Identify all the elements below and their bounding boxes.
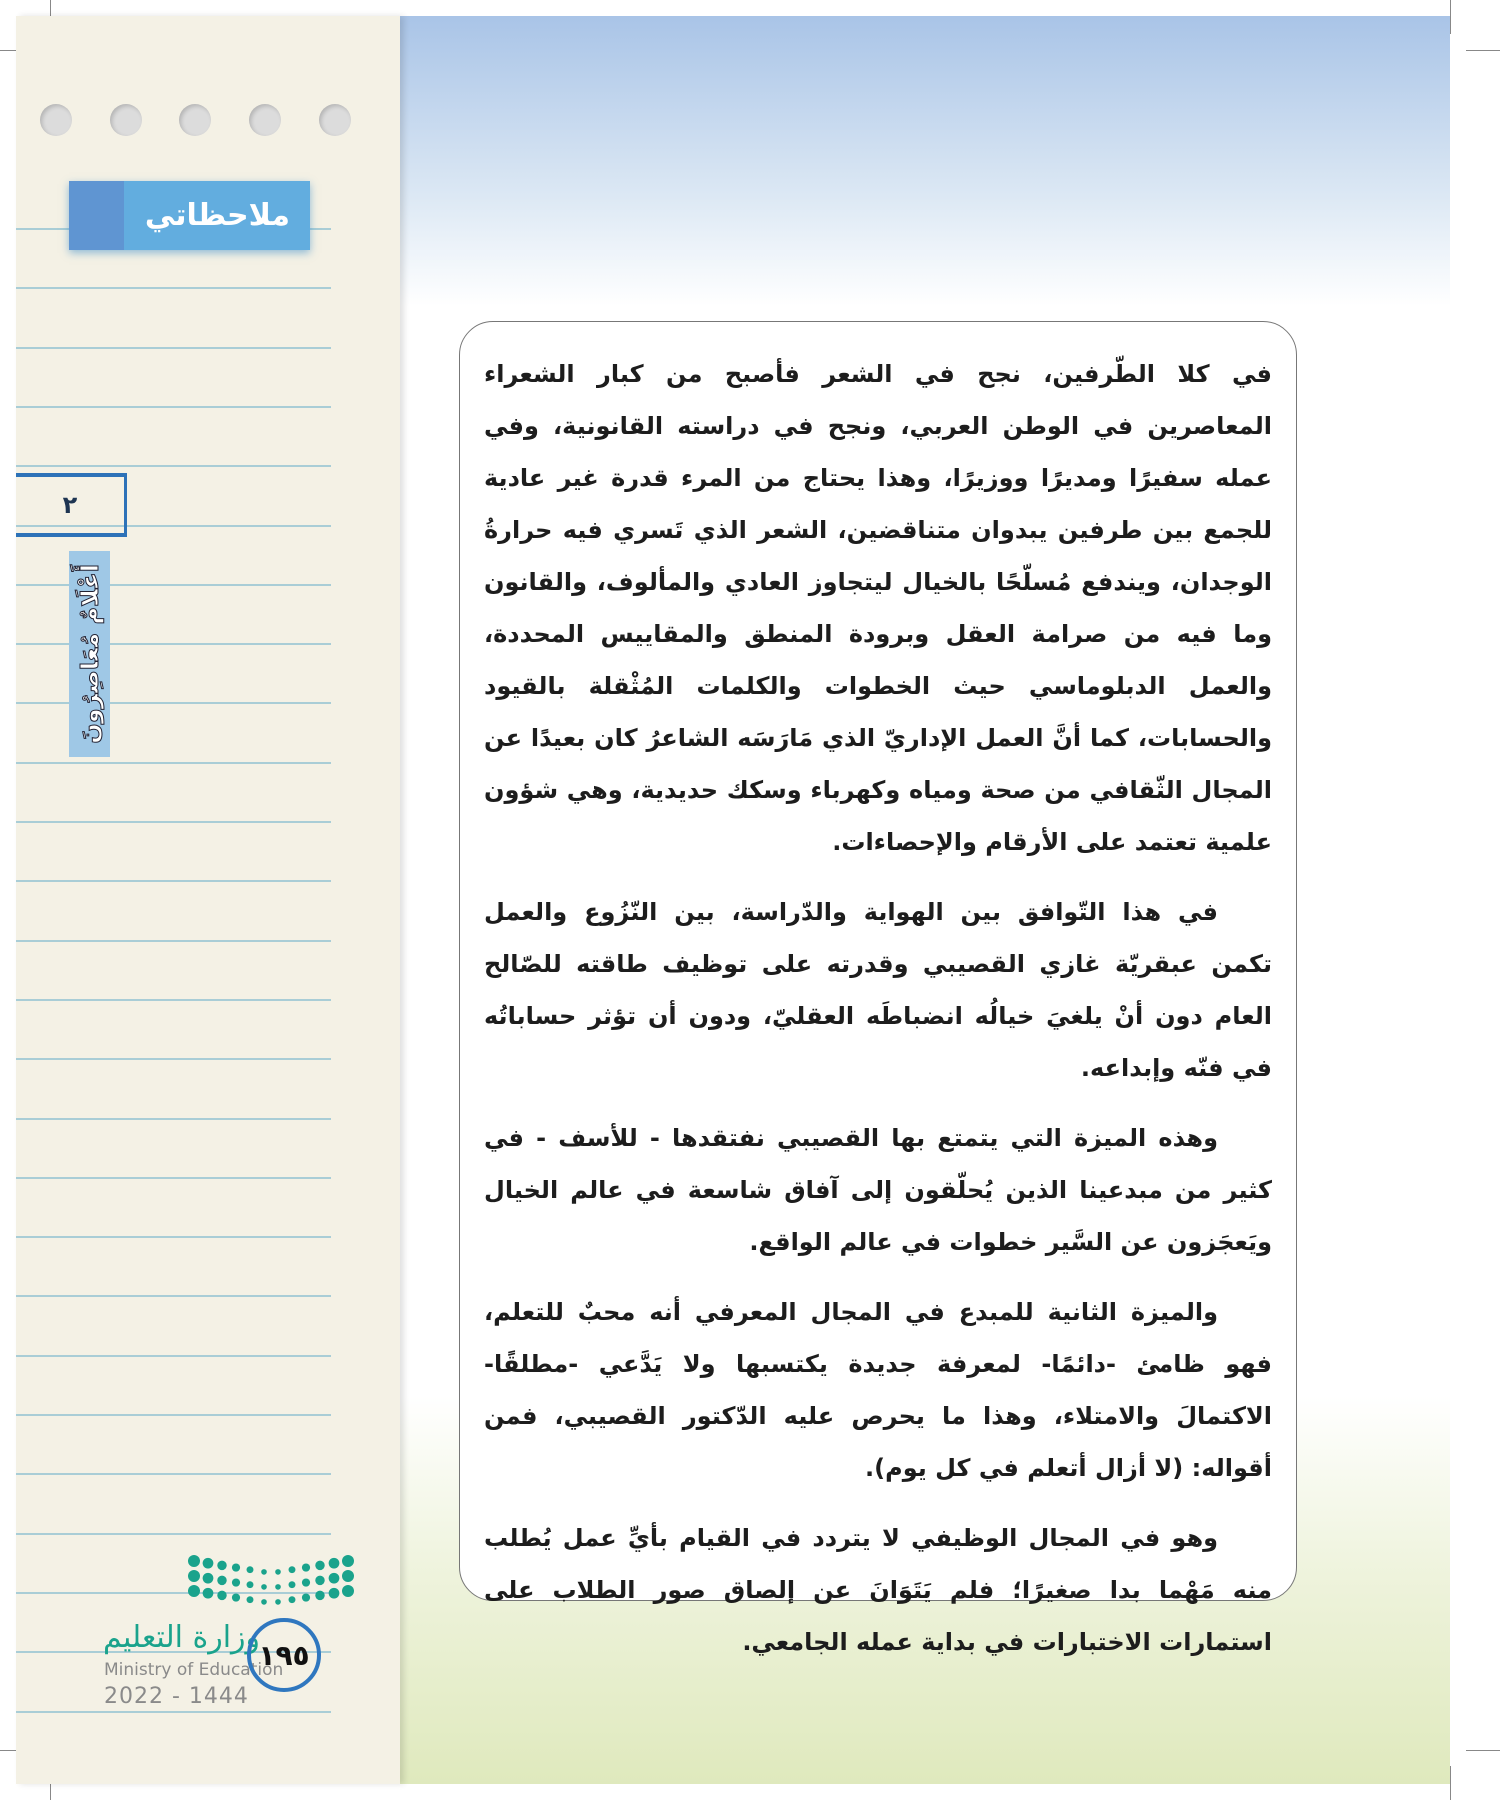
- logo-dot: [203, 1588, 214, 1599]
- logo-dot: [247, 1596, 254, 1603]
- article-paragraph: في هذا التّوافق بين الهواية والدّراسة، بين النّزُوع والعمل تكمن عبقريّة غازي القصيبي وقدرته على توظيف طاقته للصّالح العام دون أنْ يلغيَ خيالُه انضباطَه العقليّ، ودون أن تؤثر حساباتُه في فنّه وإبداعه.: [484, 898, 1272, 1082]
- ministry-logo-icon: [186, 1553, 358, 1615]
- crop-mark: [1466, 50, 1500, 51]
- logo-dot: [342, 1585, 354, 1597]
- ruled-line: [16, 1236, 331, 1238]
- logo-dot: [329, 1588, 340, 1599]
- ministry-name-arabic: وزارة التعليم: [103, 1620, 261, 1655]
- logo-dot: [217, 1576, 226, 1585]
- ruled-line: [16, 584, 331, 586]
- logo-dot: [217, 1591, 226, 1600]
- article-text-box: [459, 321, 1297, 1656]
- logo-dot: [203, 1558, 214, 1569]
- logo-dot: [302, 1593, 310, 1601]
- crop-mark: [1450, 0, 1451, 34]
- ruled-line: [16, 1355, 331, 1357]
- article-paragraph: والميزة الثانية للمبدع في المجال المعرفي أنه محبٌ للتعلم، فهو ظامئ -دائمًا- لمعرفة جديدة يكتسبها ولا يَدَّعي -مطلقًا- الاكتمالَ والامتلاء، وهذا ما يحرص عليه الدّكتور القصيبي، فمن أقواله: (لا أزال أتعلم في كل يوم).: [484, 1298, 1272, 1482]
- ruled-line: [16, 999, 331, 1001]
- notes-title-tab: [69, 181, 310, 250]
- binder-hole: [110, 104, 142, 136]
- article-paragraph: في كلا الطّرفين، نجح في الشعر فأصبح من كبار الشعراء المعاصرين في الوطن العربي، ونجح في دراسته القانونية، وفي عمله سفيرًا ومديرًا ووزيرًا، وهذا يحتاج من المرء قدرة غير عادية للجمع بين طرفين يبدوان متناقضين، الشعر الذي تَسري فيه حرارةُ الوجدان، ويندفع مُسلّحًا بالخيال ليتجاوز العادي والمألوف، والقانون وما فيه من صرامة العقل وبرودة المنطق والمقاييس المحددة، والعمل الدبلوماسي حيث الخطوات والكلمات المُثْقلة بالقيود والحسابات، كما أنَّ العمل الإداريّ الذي مَارَسَه الشاعرُ كان بعيدًا عن المجال الثّقافي من صحة ومياه وكهرباء وسكك حديدية، وهي شؤون علمية تعتمد على الأرقام والإحصاءات.: [484, 360, 1272, 856]
- logo-dot: [232, 1563, 240, 1571]
- ruled-line: [16, 643, 331, 645]
- logo-dot: [289, 1566, 296, 1573]
- logo-dot: [302, 1563, 310, 1571]
- ruled-line: [16, 1414, 331, 1416]
- notes-sidebar: [16, 16, 400, 1784]
- logo-dot: [188, 1570, 200, 1582]
- logo-dot: [261, 1599, 267, 1605]
- logo-dot: [342, 1555, 354, 1567]
- logo-dot: [289, 1581, 296, 1588]
- logo-dot: [302, 1578, 310, 1586]
- logo-dot: [275, 1599, 281, 1605]
- unit-title: أَعْلَامٌ مُعَاصِرُونَ: [75, 564, 104, 744]
- logo-dot: [217, 1561, 226, 1570]
- notes-title: ملاحظاتي: [144, 198, 290, 233]
- ruled-line: [16, 702, 331, 704]
- logo-dot: [232, 1593, 240, 1601]
- ruled-line: [16, 1058, 331, 1060]
- logo-dot: [289, 1596, 296, 1603]
- ruled-line: [16, 940, 331, 942]
- binder-hole: [249, 104, 281, 136]
- ruled-line: [16, 287, 331, 289]
- ruled-line: [16, 1118, 331, 1120]
- crop-mark: [1450, 1766, 1451, 1800]
- logo-dot: [315, 1561, 324, 1570]
- logo-dot: [329, 1573, 340, 1584]
- crop-mark: [1466, 1750, 1500, 1751]
- logo-dot: [275, 1569, 281, 1575]
- logo-dot: [329, 1558, 340, 1569]
- edition-year: 2022 - 1444: [104, 1684, 249, 1709]
- logo-dot: [261, 1584, 267, 1590]
- logo-dot: [247, 1581, 254, 1588]
- logo-dot: [315, 1591, 324, 1600]
- ruled-line: [16, 1711, 331, 1713]
- binder-hole: [319, 104, 351, 136]
- page-number-badge: [247, 1618, 321, 1692]
- page-number: ١٩٥: [258, 1638, 310, 1672]
- logo-dot: [275, 1584, 281, 1590]
- logo-dot: [342, 1570, 354, 1582]
- ruled-line: [16, 821, 331, 823]
- chapter-number: ٢: [62, 491, 78, 519]
- logo-dot: [315, 1576, 324, 1585]
- ruled-line: [16, 880, 331, 882]
- binder-hole: [179, 104, 211, 136]
- article-paragraph: وهذه الميزة التي يتمتع بها القصيبي نفتقدها - للأسف - في كثير من مبدعينا الذين يُحلّقون إلى آفاق شاسعة في عالم الخيال ويَعجَزون عن السَّير خطوات في عالم الواقع.: [484, 1124, 1272, 1256]
- chapter-number-box: [16, 473, 127, 537]
- ruled-line: [16, 1295, 331, 1297]
- logo-dot: [188, 1585, 200, 1597]
- unit-title-label: [69, 551, 110, 757]
- logo-dot: [247, 1566, 254, 1573]
- logo-dot: [203, 1573, 214, 1584]
- logo-dot: [232, 1578, 240, 1586]
- article-paragraph: وهو في المجال الوظيفي لا يتردد في القيام بأيِّ عمل يُطلب منه مَهْما بدا صغيرًا؛ فلم يَتَوَانَ عن إلصاق صور الطلاب على استمارات الاختبارات في بداية عمله الجامعي.: [484, 1524, 1272, 1656]
- ministry-name-english: Ministry of Education: [104, 1660, 284, 1680]
- logo-dot: [188, 1555, 200, 1567]
- ruled-line: [16, 406, 331, 408]
- logo-dot: [261, 1569, 267, 1575]
- ruled-line: [16, 1473, 331, 1475]
- ruled-line: [16, 347, 331, 349]
- ruled-line: [16, 465, 331, 467]
- ruled-line: [16, 762, 331, 764]
- ruled-line: [16, 1533, 331, 1535]
- binder-hole: [40, 104, 72, 136]
- ruled-line: [16, 1177, 331, 1179]
